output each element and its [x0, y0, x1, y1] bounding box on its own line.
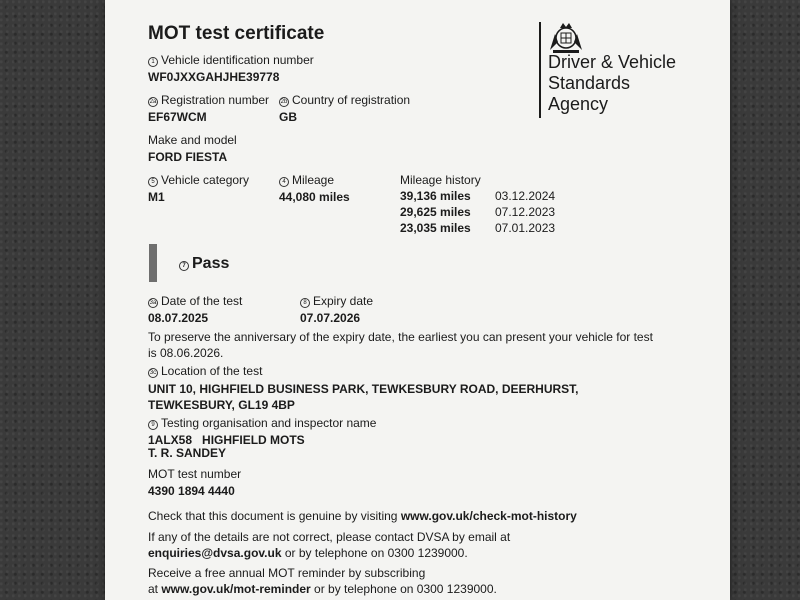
- category-value: M1: [148, 190, 165, 204]
- mileage-label: 4 Mileage: [279, 173, 334, 187]
- reminder-line2: at www.gov.uk/mot-reminder or by telephone on 0300 1239000.: [148, 582, 497, 596]
- certificate-page: [105, 0, 730, 600]
- result-bar: [149, 244, 157, 282]
- contact-email-link[interactable]: enquiries@dvsa.gov.uk: [148, 546, 282, 560]
- registration-label: 2a Registration number: [149, 93, 270, 107]
- check-mot-history-link[interactable]: www.gov.uk/check-mot-history: [400, 509, 577, 523]
- location-label: 3c Location of the test: [149, 364, 263, 378]
- test-number-value: 4390 1894 4440: [148, 484, 235, 498]
- test-number-label: MOT test number: [148, 467, 242, 481]
- expiry-date-value: 07.07.2026: [300, 311, 361, 325]
- mileage-history-label: Mileage history: [400, 173, 481, 187]
- category-label: 5 Vehicle category: [148, 173, 249, 187]
- mileage-history-date-0: 03.12.2024: [495, 189, 556, 203]
- testing-org-name: 1ALX58 HIGHFIELD MOTS: [148, 433, 305, 447]
- registration-value: EF67WCM: [148, 110, 207, 124]
- page-title: MOT test certificate: [148, 23, 325, 44]
- testing-org-label: 9 Testing organisation and inspector name: [148, 416, 376, 430]
- mileage-value: 44,080 miles: [279, 190, 350, 204]
- mileage-history-date-2: 07.01.2023: [495, 221, 556, 235]
- logo-divider: [539, 22, 541, 118]
- vin-value: WF0JXXGAHJHE39778: [148, 70, 280, 84]
- reminder-line1: Receive a free annual MOT reminder by subscribing: [148, 566, 426, 580]
- royal-crest-icon: [547, 20, 585, 54]
- check-genuine-text: Check that this document is genuine by visiting www.gov.uk/check-mot-history: [148, 509, 577, 523]
- vin-label: 1 Vehicle identification number: [148, 53, 314, 67]
- contact-line1: If any of the details are not correct, please contact DVSA by email at: [148, 530, 511, 544]
- location-value: UNIT 10, HIGHFIELD BUSINESS PARK, TEWKESBURY ROAD, DEERHURST, TEWKESBURY, GL19 4BP: [148, 382, 579, 412]
- mileage-history-miles-1: 29,625 miles: [400, 205, 471, 219]
- agency-name: Driver & Vehicle Standards Agency: [548, 52, 677, 114]
- mileage-history-miles-2: 23,035 miles: [400, 221, 471, 235]
- country-value: GB: [279, 110, 297, 124]
- make-model-label: Make and model: [148, 133, 237, 147]
- test-date-value: 08.07.2025: [148, 311, 209, 325]
- mileage-history-miles-0: 39,136 miles: [400, 189, 471, 203]
- mot-reminder-link[interactable]: www.gov.uk/mot-reminder: [161, 582, 311, 596]
- expiry-note: To preserve the anniversary of the expiry date, the earliest you can present your vehicle for test is 08.06.2026.: [148, 330, 653, 360]
- country-label: 2b Country of registration: [280, 93, 411, 107]
- mileage-history-date-1: 07.12.2023: [495, 205, 556, 219]
- result-pass: 7 Pass: [179, 255, 229, 273]
- contact-line2: enquiries@dvsa.gov.uk or by telephone on 0300 1239000.: [148, 546, 468, 560]
- inspector-name: T. R. SANDEY: [148, 446, 227, 460]
- expiry-date-label: 8 Expiry date: [300, 294, 373, 308]
- test-date-label: 3a Date of the test: [149, 294, 243, 308]
- make-model-value: FORD FIESTA: [148, 150, 228, 164]
